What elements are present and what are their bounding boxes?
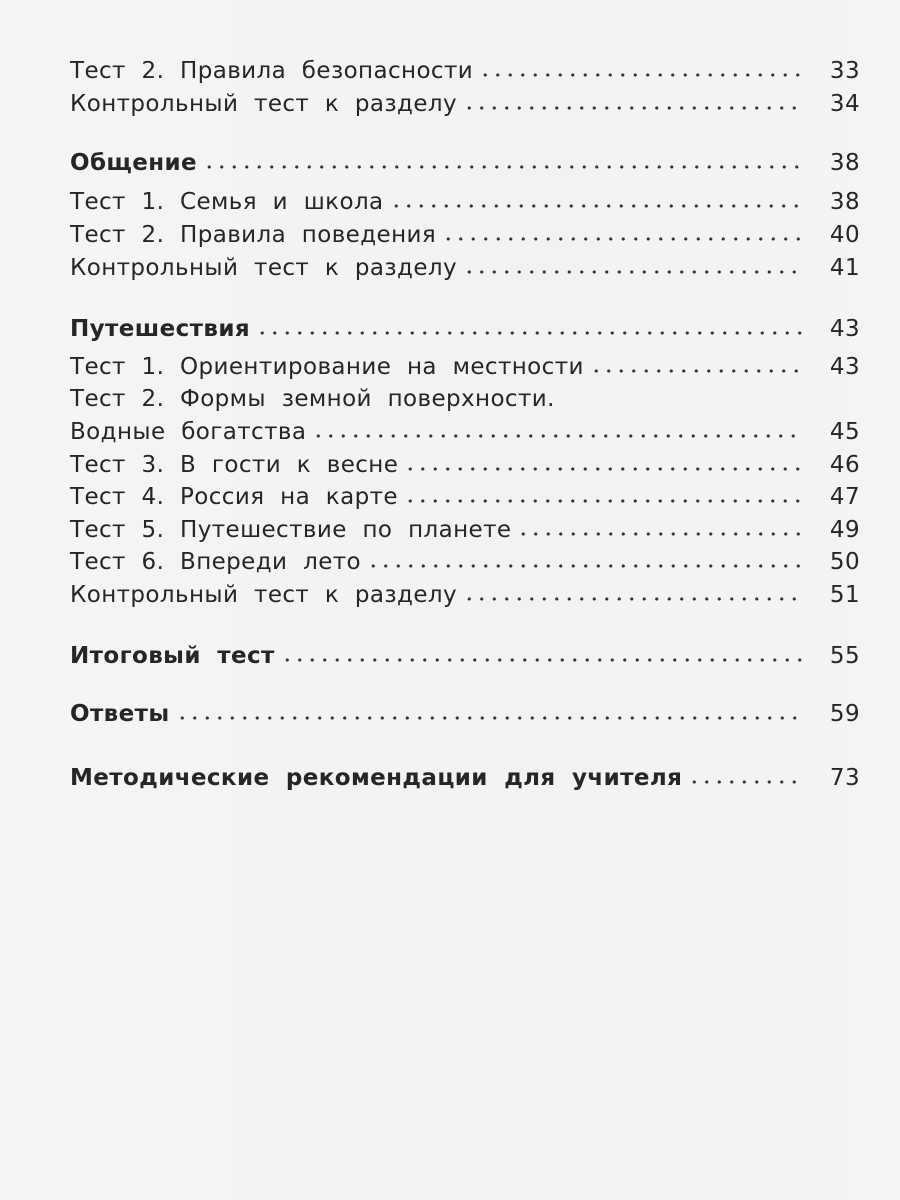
toc-entry-page: 51 [829,582,860,608]
dot-leader [312,434,802,438]
toc-entry [70,348,860,380]
toc-entry-title: Контрольный тест к разделу [70,91,458,117]
toc-entry-page: 45 [829,419,860,445]
toc-entry-page: 59 [829,701,860,727]
dot-leader [404,499,802,503]
toc-entry-page: 38 [829,189,860,215]
dot-leader [561,401,802,405]
toc-section-heading [70,310,860,342]
toc-entry-page: 38 [829,150,860,176]
toc-entry-title: Тест 1. Семья и школа [70,189,384,215]
toc-entry-title: Тест 5. Путешествие по планете [70,517,512,543]
toc-entry [70,249,860,281]
toc-entry [70,576,860,608]
toc-entry [70,85,860,117]
toc-entry [70,183,860,215]
dot-leader [688,780,802,784]
toc-entry-title: Тест 3. В гости к весне [70,452,399,478]
toc-section-heading [70,695,860,727]
toc-entry-title: Тест 4. Россия на карте [70,484,398,510]
toc-entry-title: Тест 6. Впереди лето [70,549,362,575]
dot-leader [256,331,802,335]
toc-entry-title: Тест 2. Правила поведения [70,222,437,248]
toc-entry [70,52,860,84]
toc-entry-title: Итоговый тест [70,643,275,669]
toc-entry-page: 46 [829,452,860,478]
dot-leader [463,106,802,110]
dot-leader [281,658,802,662]
toc-entry-page: 49 [829,517,860,543]
dot-leader [590,369,802,373]
toc-entry [70,511,860,543]
toc-entry-title: Путешествия [70,316,250,342]
dot-leader [367,564,802,568]
dot-leader [479,73,802,77]
toc-entry-title: Ответы [70,701,170,727]
toc-entry-title: Контрольный тест к разделу [70,255,458,281]
toc-entry [70,413,860,445]
dot-leader [463,597,802,601]
toc-entry-title: Общение [70,150,198,176]
toc-section-heading [70,759,860,791]
toc-entry-title: Тест 1. Ориентирование на местности [70,354,584,380]
toc-entry [70,380,860,412]
toc-entry-title: Тест 2. Формы земной поверхности. [70,386,555,412]
dot-leader [176,716,802,720]
toc-entry-page: 41 [829,255,860,281]
toc-section-heading [70,144,860,176]
toc-entry [70,543,860,575]
dot-leader [442,237,802,241]
toc-entry-page: 43 [829,354,860,380]
toc-entry [70,216,860,248]
toc-entry-page: 47 [829,484,860,510]
dot-leader [517,532,802,536]
toc-entry-page: 50 [829,549,860,575]
toc-entry-page: 43 [829,316,860,342]
dot-leader [404,467,802,471]
dot-leader [463,270,802,274]
toc-entry-title: Тест 2. Правила безопасности [70,58,474,84]
toc-entry-page: 33 [829,58,860,84]
toc-entry-page: 40 [829,222,860,248]
dot-leader [203,165,802,169]
toc-entry-page: 34 [829,91,860,117]
toc-entry [70,478,860,510]
toc-entry-page: 55 [829,643,860,669]
toc-entry-title: Методические рекомендации для учителя [70,765,683,791]
toc-entry [70,446,860,478]
toc-section-heading [70,637,860,669]
toc-entry-title: Контрольный тест к разделу [70,582,458,608]
toc-entry-title: Водные богатства [70,419,307,445]
dot-leader [390,204,802,208]
toc-entry-page: 73 [829,765,860,791]
